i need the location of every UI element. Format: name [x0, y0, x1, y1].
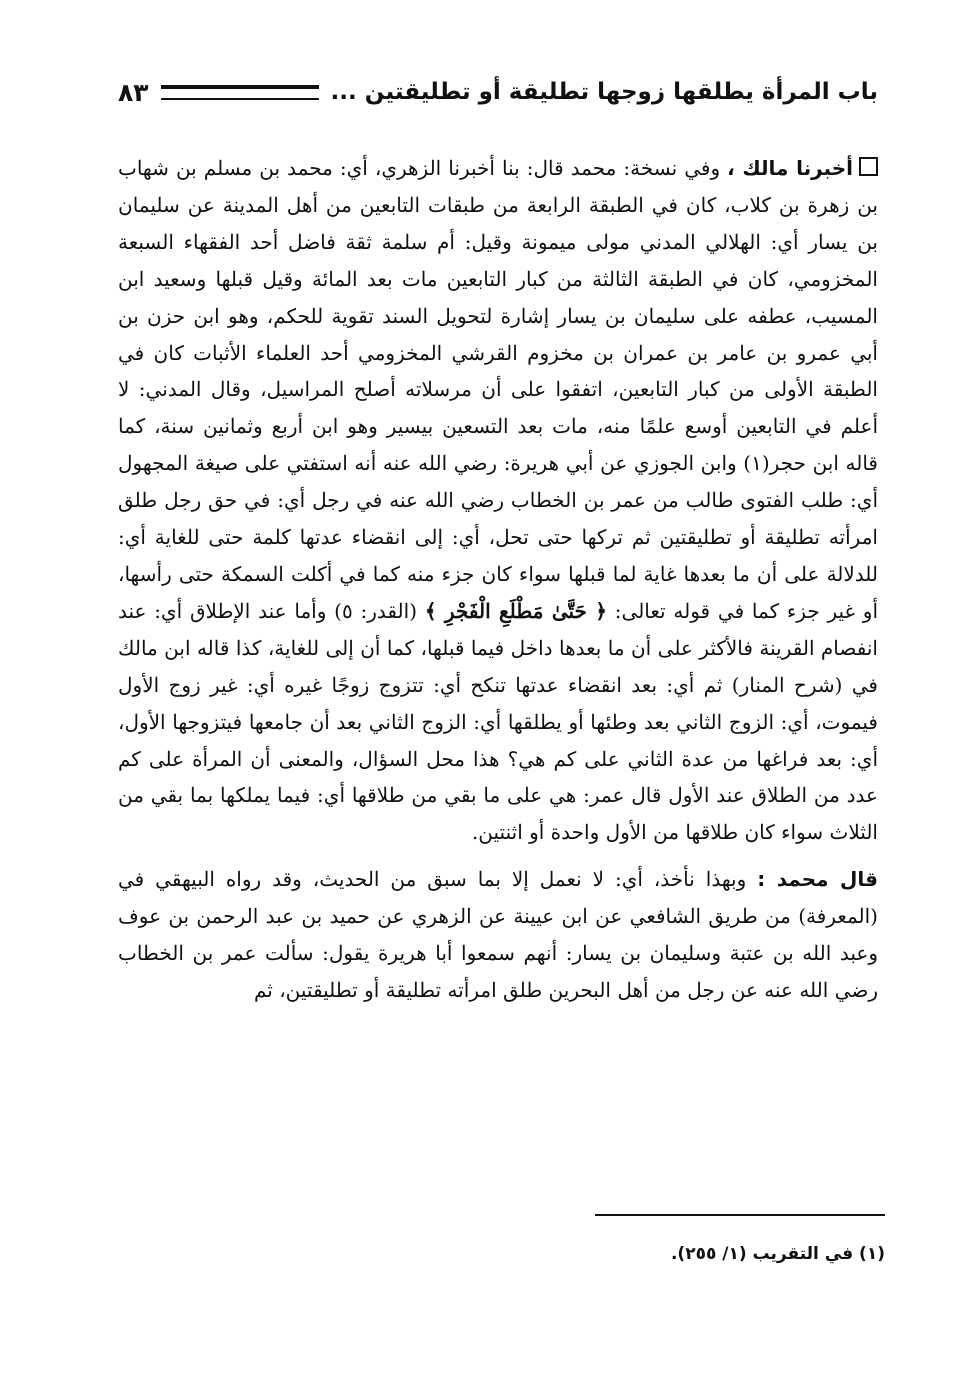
body-text	[118, 150, 878, 1009]
footnote: (١) في التقريب (١/ ٢٥٥).	[670, 1244, 885, 1264]
page-number: ٨٣	[118, 77, 149, 107]
paragraph-lead: قال محمد :	[757, 867, 878, 892]
square-bullet-icon	[859, 157, 878, 176]
paragraph	[118, 150, 878, 851]
footnote-rule	[595, 1214, 885, 1216]
paragraph-text: (القدر: ٥) وأما عند الإطلاق أي: عند انفصام القرينة فالأكثر على أن ما بعدها داخل فيما قبلها، كما أن إلى للغاية، كذا قاله ابن مالك في (شرح المنار) ثم أي: بعد انقضاء عدتها تنكح أي: تتزوج زوجًا غيره أي: غير زوج الأول فيموت، أي: الزوج الثاني بعد وطئها أو يطلقها أي: الزوج الثاني بعد أن جامعها فيتزوجها الأول، أي: بعد فراغها من عدة الثاني على كم هي؟ هذا محل السؤال، والمعنى أن المرأة على كم عدد من الطلاق عند الأول قال عمر: هي على ما بقي من طلاقها أي: فيما يملكها بما بقي من الثلاث سواء كان طلاقها من الأول واحدة أو اثنتين.	[118, 598, 878, 845]
chapter-title: باب المرأة يطلقها زوجها تطليقة أو تطليقتين ...	[330, 79, 878, 105]
paragraph	[118, 861, 878, 1009]
paragraph-text: وفي نسخة: محمد قال: بنا أخبرنا الزهري، أي: محمد بن مسلم بن شهاب بن زهرة بن كلاب، كان في الطبقة الرابعة من طبقات التابعين من أهل المدينة عن سليمان بن يسار أي: الهلالي المدني مولى ميمونة وقيل: أم سلمة ثقة فاضل أحد الفقهاء السبعة المخزومي، كان في الطبقة الثالثة من كبار التابعين مات بعد المائة وقيل قبلها وسعيد ابن المسيب، عطفه على سليمان بن يسار إشارة لتحويل السند تقوية للحكم، وهو ابن حزن بن أبي عمرو بن عامر بن عمران بن مخزوم القرشي المخزومي أحد العلماء الأثبات كان في الطبقة الأولى من كبار التابعين، اتفقوا على أن مرسلاته أصلح المراسيل، وقال المدني: لا أعلم في التابعين أوسع علمًا منه، مات بعد التسعين بيسير وهو ابن أربع وثمانين سنة، كما قاله ابن حجر(١) وابن الجوزي عن أبي هريرة: رضي الله عنه أنه استفتي على صيغة المجهول أي: طلب الفتوى طالب من عمر بن الخطاب رضي الله عنه في رجل أي: في حق رجل طلق امرأته تطليقة أو تطليقتين ثم تركها حتى تحل، أي: إلى انقضاء عدتها كلمة حتى للغاية أي: للدلالة على أن ما بعدها غاية لما قبلها سواء كان جزء منه كما في أكلت السمكة حتى رأسها، أو غير جزء كما في قوله تعالى:	[118, 156, 879, 623]
quran-verse: ﴿ حَتَّىٰ مَطْلَعِ الْفَجْرِ ﴾	[424, 598, 607, 623]
paragraph-lead: أخبرنا مالك ،	[727, 156, 853, 180]
running-header	[118, 72, 878, 112]
paragraph-text: وبهذا نأخذ، أي: لا نعمل إلا بما سبق من الحديث، وقد رواه البيهقي في (المعرفة) من طريق الشافعي عن ابن عيينة عن الزهري عن حميد بن عبد الرحمن بن عوف وعبد الله بن عتبة وسليمان بن يسار: أنهم سمعوا أبا هريرة يقول: سألت عمر بن الخطاب رضي الله عنه عن رجل من أهل البحرين طلق امرأته تطليقة أو تطليقتين، ثم	[118, 867, 878, 1002]
header-rule	[161, 85, 319, 100]
